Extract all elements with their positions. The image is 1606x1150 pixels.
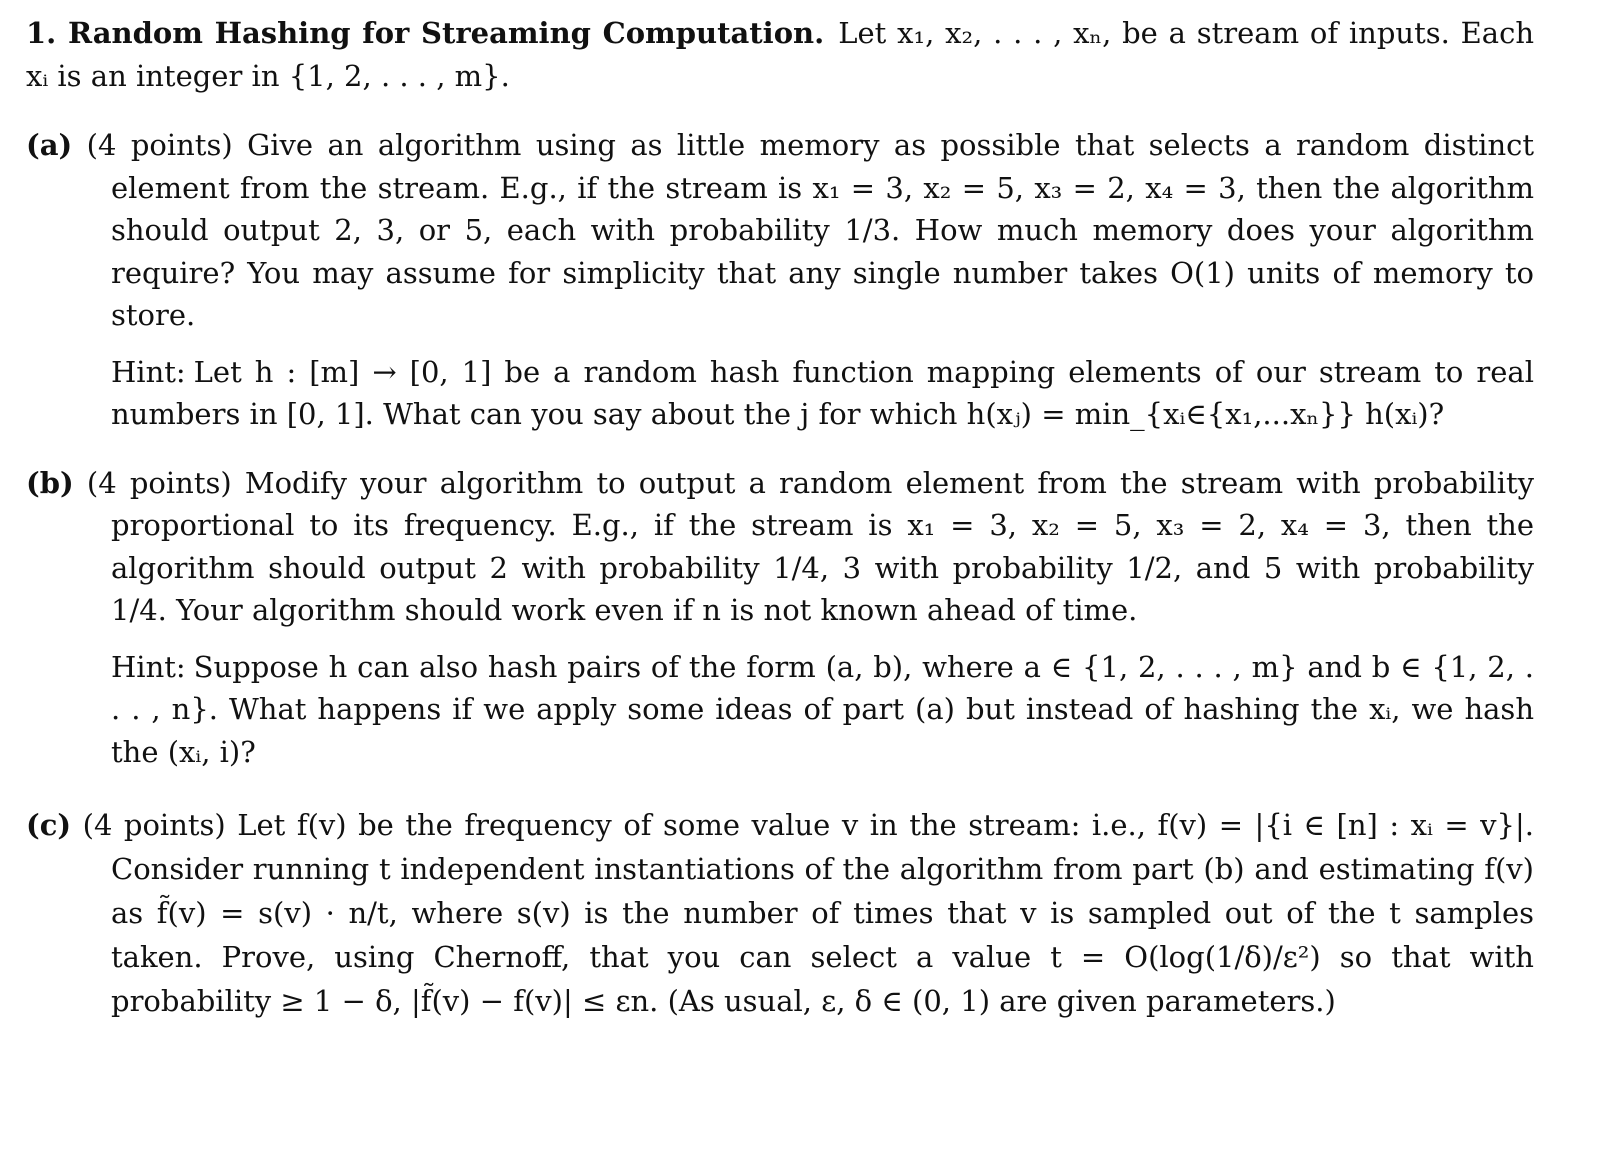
part-a-hint-label: Hint: xyxy=(111,354,186,389)
part-c-points: (4 points) xyxy=(82,808,226,842)
part-b-hint-label: Hint: xyxy=(111,649,186,684)
part-c-label: (c) xyxy=(26,808,72,842)
part-b-label: (b) xyxy=(26,465,74,500)
part-a-text: Give an algorithm using as little memory as possible that selects a random distinct element from the stream. E.g., if the stream is x₁ = 3, x₂ = 5, x₃ = 2, x₄ = 3, then the algorithm should output 2, 3, or 5, each with probability 1/3. How much memory does your algorithm require? You may assume for simplicity that any single number takes O(1) units of memory to store. xyxy=(111,128,1535,332)
part-a-hint-text: Let h : [m] → [0, 1] be a random hash function mapping elements of our stream to real numbers in [0, 1]. What can you say about the j for which h(xⱼ) = min_{xᵢ∈{x₁,...xₙ}} h(xᵢ)? xyxy=(111,354,1534,431)
part-b-hint-text: Suppose h can also hash pairs of the form (a, b), where a ∈ {1, 2, . . . , m} and b ∈ {1, 2, . . . , n}. What happens if we apply some ideas of part (a) but instead of hashing the xᵢ, we hash the (xᵢ, i)? xyxy=(111,649,1534,769)
problem-heading: 1. Random Hashing for Streaming Computation. xyxy=(26,16,825,50)
part-b-points: (4 points) xyxy=(86,465,232,500)
part-a-points: (4 points) xyxy=(86,128,233,162)
part-a-hint xyxy=(111,351,1534,436)
part-a xyxy=(26,124,1534,436)
part-a-label: (a) xyxy=(26,128,73,162)
part-c-body xyxy=(26,803,1534,1023)
part-b xyxy=(26,462,1534,774)
part-a-body xyxy=(26,124,1534,337)
problem-intro-text: Let x₁, x₂, . . . , xₙ, be a stream of inputs. Each xᵢ is an integer in {1, 2, . . . , m}. xyxy=(26,16,1534,93)
part-c-text: Let f(v) be the frequency of some value v in the stream: i.e., f(v) = |{i ∈ [n] : xᵢ = v}|. Consider running t independent instantiations of the algorithm from part (b) and estimating f(v) as f̃(v) = s(v) · n/t, where s(v) is the number of times that v is sampled out of the t samples taken. Prove, using Chernoff, that you can select a value t = O(log(1/δ)/ε²) so that with probability ≥ 1 − δ, |f̃(v) − f(v)| ≤ εn. (As usual, ε, δ ∈ (0, 1) are given parameters.) xyxy=(111,808,1534,1018)
part-b-text: Modify your algorithm to output a random element from the stream with probability proportional to its frequency. E.g., if the stream is x₁ = 3, x₂ = 5, x₃ = 2, x₄ = 3, then the algorithm should output 2 with probability 1/4, 3 with probability 1/2, and 5 with probability 1/4. Your algorithm should work even if n is not known ahead of time. xyxy=(111,465,1535,627)
problem-intro xyxy=(26,12,1534,98)
part-b-hint xyxy=(111,646,1534,774)
part-b-body xyxy=(26,462,1534,632)
part-c xyxy=(26,803,1534,1023)
